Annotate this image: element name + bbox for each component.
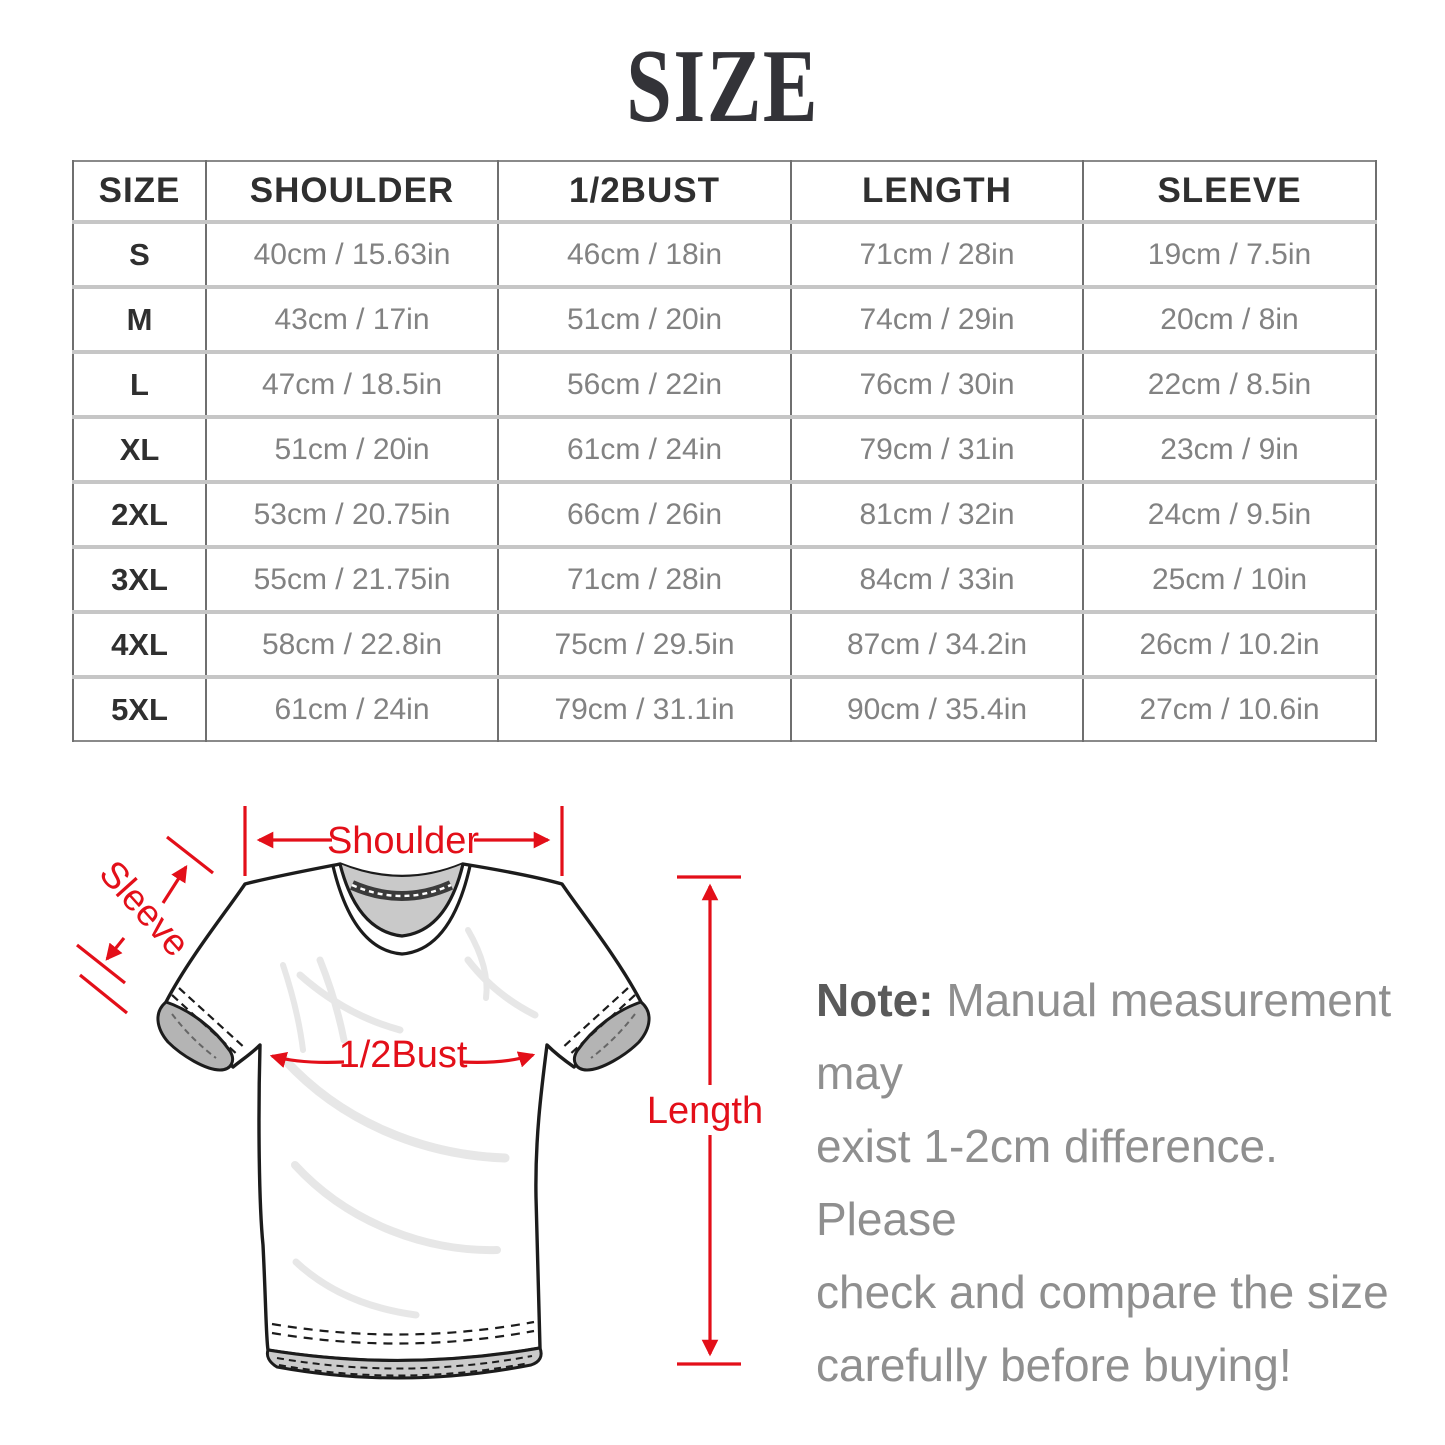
sleeve-label: Sleeve bbox=[91, 852, 198, 965]
size-cell: 5XL bbox=[73, 677, 206, 741]
tshirt-illustration bbox=[158, 864, 649, 1378]
measurement-cell: 22cm / 8.5in bbox=[1083, 352, 1376, 417]
measurement-cell: 25cm / 10in bbox=[1083, 547, 1376, 612]
measurement-cell: 74cm / 29in bbox=[791, 287, 1083, 352]
header-bust: 1/2BUST bbox=[498, 161, 791, 222]
measurement-cell: 75cm / 29.5in bbox=[498, 612, 791, 677]
measurement-cell: 51cm / 20in bbox=[206, 417, 498, 482]
measurement-cell: 79cm / 31in bbox=[791, 417, 1083, 482]
size-cell: 4XL bbox=[73, 612, 206, 677]
measurement-cell: 43cm / 17in bbox=[206, 287, 498, 352]
measurement-cell: 84cm / 33in bbox=[791, 547, 1083, 612]
note-line: check and compare the size bbox=[816, 1266, 1389, 1318]
note-label: Note: bbox=[816, 974, 934, 1026]
table-row bbox=[73, 612, 1376, 677]
note-line bbox=[816, 964, 1406, 1110]
table-row bbox=[73, 222, 1376, 287]
measurement-cell: 56cm / 22in bbox=[498, 352, 791, 417]
measurement-cell: 23cm / 9in bbox=[1083, 417, 1376, 482]
measurement-cell: 58cm / 22.8in bbox=[206, 612, 498, 677]
table-row bbox=[73, 547, 1376, 612]
table-row bbox=[73, 677, 1376, 741]
note-text bbox=[816, 964, 1406, 1402]
size-cell: L bbox=[73, 352, 206, 417]
size-cell: 3XL bbox=[73, 547, 206, 612]
page-title-wrap bbox=[0, 27, 1445, 144]
measurement-cell: 27cm / 10.6in bbox=[1083, 677, 1376, 741]
table-header-row bbox=[73, 161, 1376, 222]
length-label: Length bbox=[646, 1090, 764, 1132]
size-cell: S bbox=[73, 222, 206, 287]
header-size: SIZE bbox=[73, 161, 206, 222]
table-row bbox=[73, 482, 1376, 547]
table-row bbox=[73, 417, 1376, 482]
measurement-cell: 87cm / 34.2in bbox=[791, 612, 1083, 677]
measurement-cell: 55cm / 21.75in bbox=[206, 547, 498, 612]
measurement-cell: 61cm / 24in bbox=[206, 677, 498, 741]
table-row bbox=[73, 287, 1376, 352]
page-title: SIZE bbox=[626, 27, 819, 144]
measurement-cell: 53cm / 20.75in bbox=[206, 482, 498, 547]
note-line: exist 1-2cm difference. Please bbox=[816, 1120, 1278, 1245]
note-line-text: Manual measurement may bbox=[816, 974, 1392, 1099]
header-length: LENGTH bbox=[791, 161, 1083, 222]
measurement-cell: 51cm / 20in bbox=[498, 287, 791, 352]
measurement-cell: 47cm / 18.5in bbox=[206, 352, 498, 417]
note-line: carefully before buying! bbox=[816, 1339, 1292, 1391]
measurement-cell: 71cm / 28in bbox=[791, 222, 1083, 287]
measurement-cell: 81cm / 32in bbox=[791, 482, 1083, 547]
tshirt-measurement-diagram bbox=[55, 795, 767, 1417]
measurement-cell: 90cm / 35.4in bbox=[791, 677, 1083, 741]
size-cell: M bbox=[73, 287, 206, 352]
measurement-cell: 61cm / 24in bbox=[498, 417, 791, 482]
size-table bbox=[72, 160, 1377, 742]
measurement-cell: 79cm / 31.1in bbox=[498, 677, 791, 741]
shoulder-label: Shoulder bbox=[326, 820, 480, 862]
size-cell: XL bbox=[73, 417, 206, 482]
measurement-cell: 76cm / 30in bbox=[791, 352, 1083, 417]
measurement-cell: 46cm / 18in bbox=[498, 222, 791, 287]
measurement-cell: 71cm / 28in bbox=[498, 547, 791, 612]
measurement-cell: 26cm / 10.2in bbox=[1083, 612, 1376, 677]
measurement-cell: 20cm / 8in bbox=[1083, 287, 1376, 352]
table-row bbox=[73, 352, 1376, 417]
header-shoulder: SHOULDER bbox=[206, 161, 498, 222]
measurement-cell: 24cm / 9.5in bbox=[1083, 482, 1376, 547]
measurement-cell: 66cm / 26in bbox=[498, 482, 791, 547]
measurement-cell: 19cm / 7.5in bbox=[1083, 222, 1376, 287]
header-sleeve: SLEEVE bbox=[1083, 161, 1376, 222]
bust-label: 1/2Bust bbox=[338, 1034, 468, 1076]
size-cell: 2XL bbox=[73, 482, 206, 547]
measurement-cell: 40cm / 15.63in bbox=[206, 222, 498, 287]
tshirt-body bbox=[166, 864, 641, 1361]
